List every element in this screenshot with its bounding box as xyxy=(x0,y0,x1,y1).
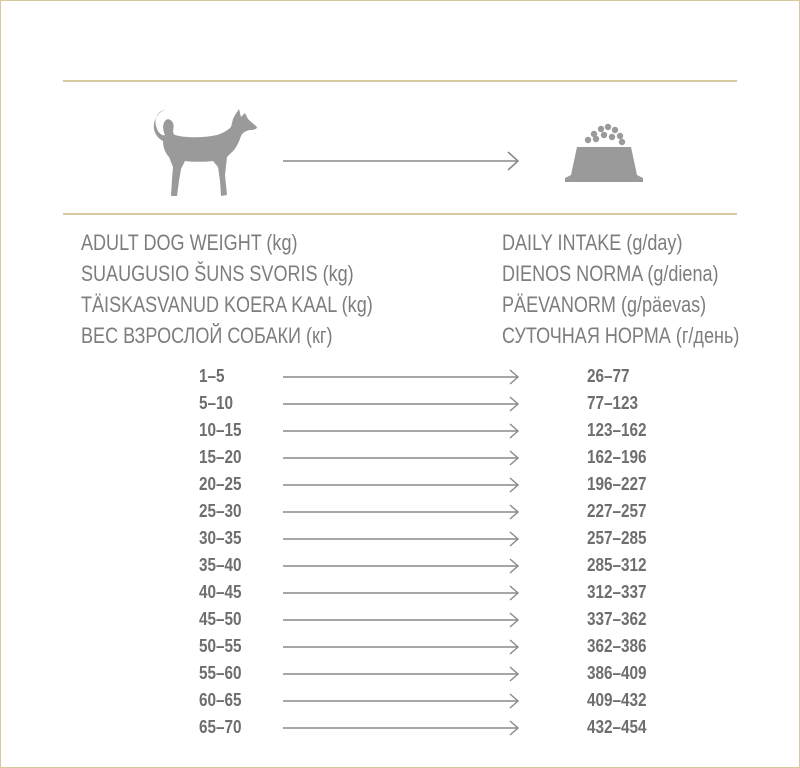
weight-range: 5–10 xyxy=(199,393,234,413)
weight-range: 65–70 xyxy=(199,717,242,737)
daily-intake: 386–409 xyxy=(587,663,647,683)
table-row xyxy=(1,525,800,552)
arrow-right-icon xyxy=(283,530,523,548)
weight-heading-et: TÄISKASVANUD KOERA KAAL (kg) xyxy=(81,292,373,317)
daily-intake: 123–162 xyxy=(587,420,647,440)
table-row xyxy=(1,633,800,660)
weight-range: 20–25 xyxy=(199,474,242,494)
arrow-right-icon xyxy=(283,476,523,494)
arrow-right-icon xyxy=(283,449,523,467)
table-row xyxy=(1,444,800,471)
table-row xyxy=(1,498,800,525)
table-row xyxy=(1,714,800,741)
weight-heading xyxy=(81,227,437,351)
arrow-right-icon xyxy=(283,557,523,575)
daily-intake: 362–386 xyxy=(587,636,647,656)
daily-intake: 409–432 xyxy=(587,690,647,710)
intake-heading-et: PÄEVANORM (g/päevas) xyxy=(502,292,707,317)
arrow-right-icon xyxy=(283,719,523,737)
daily-intake: 337–362 xyxy=(587,609,647,629)
arrow-right-icon xyxy=(283,611,523,629)
weight-range: 30–35 xyxy=(199,528,242,548)
table-row xyxy=(1,417,800,444)
intake-heading xyxy=(502,227,791,351)
table-row xyxy=(1,471,800,498)
arrow-right-icon xyxy=(283,395,523,413)
daily-intake: 432–454 xyxy=(587,717,647,737)
weight-heading-en: ADULT DOG WEIGHT (kg) xyxy=(81,230,298,255)
arrow-right-icon xyxy=(283,665,523,683)
daily-intake: 26–77 xyxy=(587,366,630,386)
table-row xyxy=(1,363,800,390)
daily-intake: 257–285 xyxy=(587,528,647,548)
weight-range: 10–15 xyxy=(199,420,242,440)
weight-heading-lt: SUAUGUSIO ŠUNS SVORIS (kg) xyxy=(81,261,354,286)
daily-intake: 285–312 xyxy=(587,555,647,575)
top-divider xyxy=(63,80,737,82)
table-row xyxy=(1,660,800,687)
arrow-right-icon xyxy=(283,422,523,440)
arrow-right-icon xyxy=(283,584,523,602)
feeding-table xyxy=(1,363,800,741)
daily-intake: 162–196 xyxy=(587,447,647,467)
intake-heading-ru: СУТОЧНАЯ НОРМА (г/день) xyxy=(502,323,740,348)
dog-icon xyxy=(153,105,259,199)
header-divider xyxy=(63,213,737,215)
table-row xyxy=(1,606,800,633)
intake-heading-lt: DIENOS NORMA (g/diena) xyxy=(502,261,719,286)
table-row xyxy=(1,390,800,417)
weight-range: 1–5 xyxy=(199,366,225,386)
arrow-right-icon xyxy=(283,149,523,173)
weight-range: 55–60 xyxy=(199,663,242,683)
weight-range: 60–65 xyxy=(199,690,242,710)
weight-range: 25–30 xyxy=(199,501,242,521)
arrow-right-icon xyxy=(283,692,523,710)
table-row xyxy=(1,552,800,579)
arrow-right-icon xyxy=(283,638,523,656)
arrow-right-icon xyxy=(283,503,523,521)
food-bowl-icon xyxy=(563,123,645,183)
table-row xyxy=(1,687,800,714)
daily-intake: 312–337 xyxy=(587,582,647,602)
weight-heading-ru: ВЕС ВЗРОСЛОЙ СОБАКИ (кг) xyxy=(81,323,333,348)
daily-intake: 77–123 xyxy=(587,393,639,413)
weight-range: 50–55 xyxy=(199,636,242,656)
intake-heading-en: DAILY INTAKE (g/day) xyxy=(502,230,683,255)
weight-range: 15–20 xyxy=(199,447,242,467)
weight-range: 40–45 xyxy=(199,582,242,602)
weight-range: 35–40 xyxy=(199,555,242,575)
arrow-right-icon xyxy=(283,368,523,386)
weight-range: 45–50 xyxy=(199,609,242,629)
daily-intake: 227–257 xyxy=(587,501,647,521)
daily-intake: 196–227 xyxy=(587,474,647,494)
table-row xyxy=(1,579,800,606)
